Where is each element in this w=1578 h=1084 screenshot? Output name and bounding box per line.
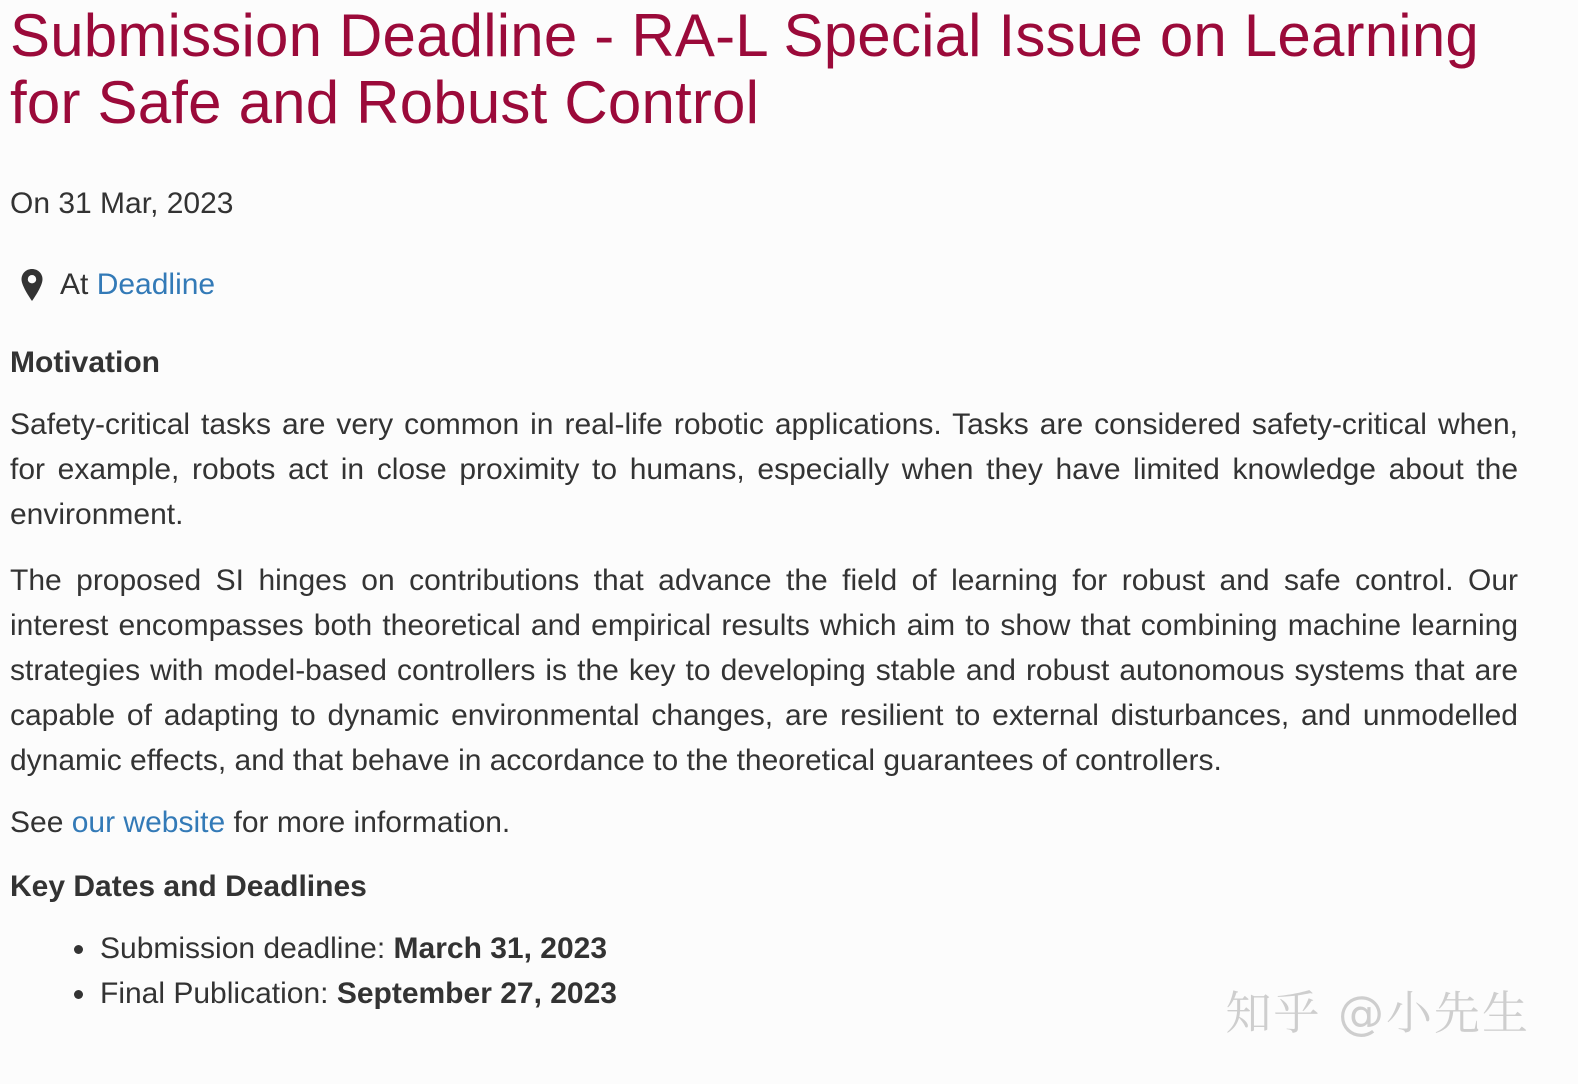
motivation-paragraph-1: Safety-critical tasks are very common in real-life robotic applications. Tasks are considered safety-critical when, for example, robots act in close proximity to humans, especially when they have limited knowledge about the environment. xyxy=(10,408,1518,531)
event-page xyxy=(10,0,1518,1016)
location-prefix: At xyxy=(60,268,89,301)
motivation-heading: Motivation xyxy=(10,346,160,379)
key-dates-heading: Key Dates and Deadlines xyxy=(10,870,367,904)
location-link[interactable]: Deadline xyxy=(96,268,216,301)
event-location xyxy=(10,267,1518,303)
event-date: On 31 Mar, 2023 xyxy=(10,187,234,220)
motivation-paragraph-2: The proposed SI hinges on contributions that advance the field of learning for robust and safe control. Our interest encompasses both theoretical and empirical results which aim to show that combining machine learning strategies with model-based controllers is the key to developing stable and robust autonomous systems that are capable of adapting to dynamic environmental changes, are resilient to external disturbances, and unmodelled dynamic effects, and that behave in accordance to the theoretical guarantees of controllers. xyxy=(10,564,1518,777)
date-value: September 27, 2023 xyxy=(336,976,617,1010)
more-info-suffix: for more information. xyxy=(233,806,511,840)
date-value: March 31, 2023 xyxy=(393,932,608,966)
more-info-line xyxy=(10,801,1518,845)
more-info-prefix: See xyxy=(10,806,64,840)
map-marker-icon xyxy=(20,268,44,302)
watermark: 知乎 @小先生 xyxy=(1225,986,1530,1040)
page-title: Submission Deadline - RA-L Special Issue on Learning for Safe and Robust Control xyxy=(10,2,1479,136)
website-link[interactable]: our website xyxy=(71,806,226,840)
list-item xyxy=(98,927,1518,972)
date-label: Submission deadline: xyxy=(100,932,386,966)
date-label: Final Publication: xyxy=(100,976,329,1010)
